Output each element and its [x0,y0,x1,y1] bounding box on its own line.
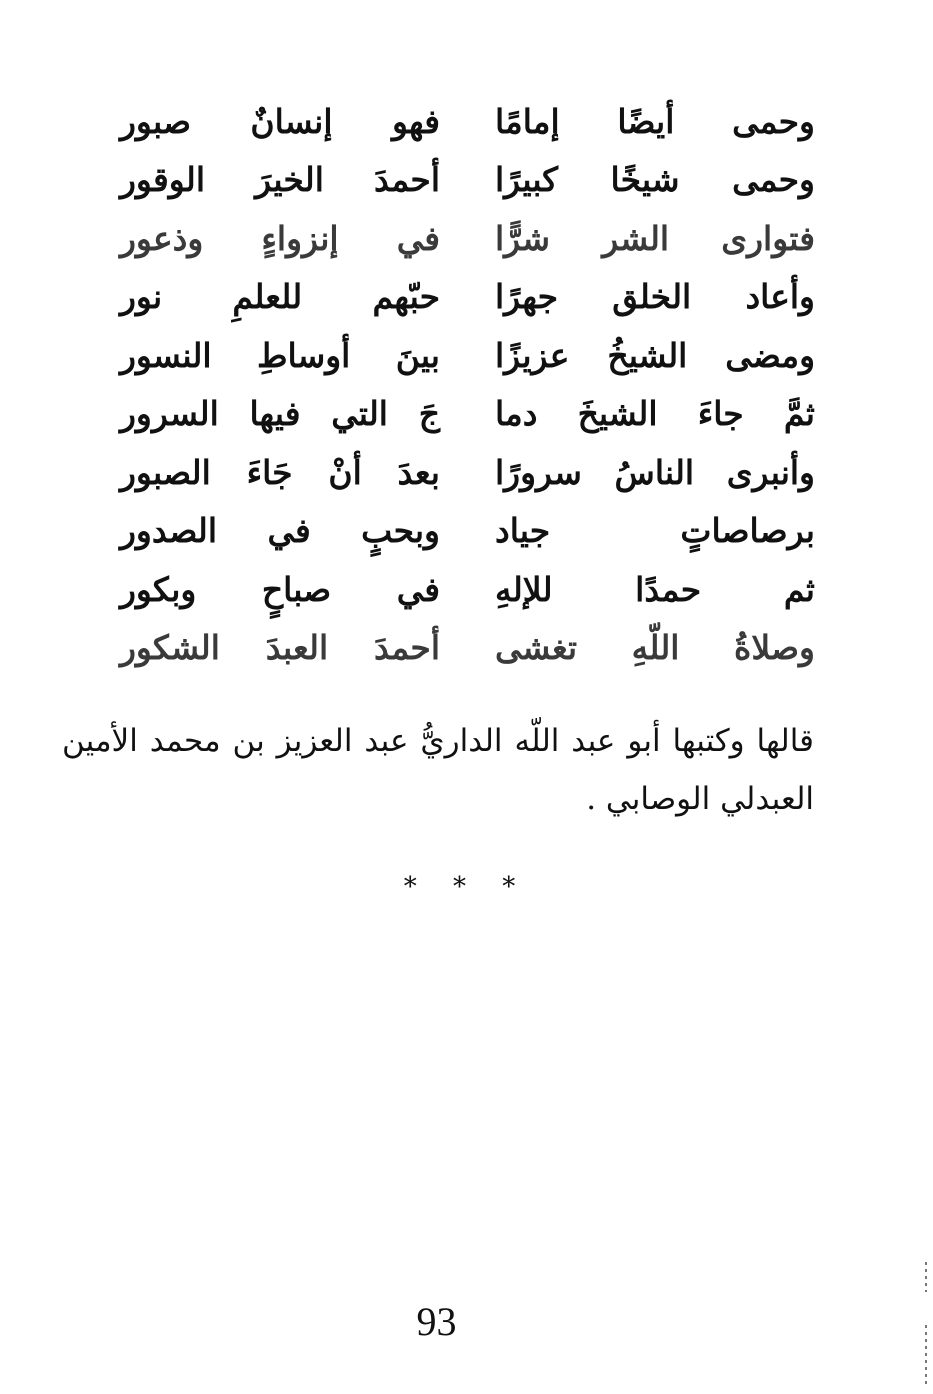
verse-second-hemistich: بينَ أوساطِ النسور [120,335,440,375]
attribution-line: العبدلي الوصابي . [586,781,814,817]
verse-second-hemistich: وبحبٍ في الصدور [120,511,440,551]
verse [120,619,815,678]
verse [120,326,815,385]
verse [120,151,815,210]
verse-second-hemistich: بعدَ أنْ جَاءَ الصبور [120,452,440,492]
scan-edge-mark [925,1262,927,1292]
poem [120,92,815,677]
verse-second-hemistich: فهو إنسانٌ صبور [120,101,440,141]
verse-first-hemistich: وحمى شيخًا كبيرًا [495,160,815,200]
verse-second-hemistich: جَ التي فيها السرور [120,394,440,434]
verse [120,92,815,151]
verse [120,385,815,444]
verse-second-hemistich: أحمدَ العبدَ الشكور [120,628,440,668]
verse-first-hemistich: ثمَّ جاءَ الشيخَ دما [495,394,815,434]
scan-edge-mark [925,1325,927,1385]
verse-second-hemistich: حبّهم للعلمِ نور [120,277,440,317]
verse-first-hemistich: وأنبرى الناسُ سرورًا [495,452,815,492]
verse-first-hemistich: وأعاد الخلق جهرًا [495,277,815,317]
verse-first-hemistich: ومضى الشيخُ عزيزًا [495,335,815,375]
verse-second-hemistich: في صباحٍ وبكور [120,569,440,609]
page-number: 93 [416,1299,457,1344]
section-divider: * * * [403,872,530,902]
verse-first-hemistich: برصاصاتٍ جياد [495,511,815,551]
verse [120,268,815,327]
verse [120,443,815,502]
verse-first-hemistich: ثم حمدًا للإلهِ [495,569,815,609]
verse [120,560,815,619]
verse-first-hemistich: وصلاةُ اللّهِ تغشى [495,628,815,668]
verse-first-hemistich: فتوارى الشر شرًّا [495,218,815,258]
verse-second-hemistich: أحمدَ الخيرَ الوقور [120,160,440,200]
verse-first-hemistich: وحمى أيضًا إمامًا [495,101,815,141]
attribution-line: قالها وكتبها أبو عبد اللّه الداريُّ عبد العزيز بن محمد الأمين [62,723,814,759]
closing-attribution [62,712,814,828]
verse [120,209,815,268]
verse [120,502,815,561]
verse-second-hemistich: في إنزواءٍ وذعور [120,218,440,258]
